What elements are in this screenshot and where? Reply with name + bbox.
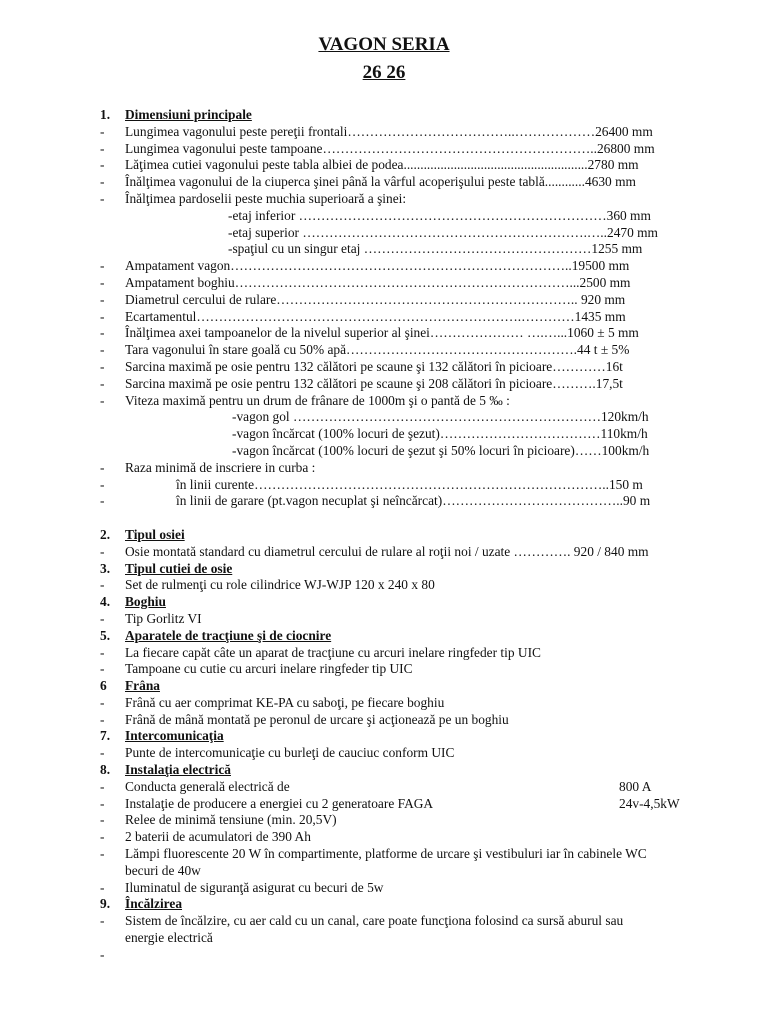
section-heading: 5. Aparatele de tracţiune şi de ciocnire [100,627,332,643]
spec-subline: -etaj superior ……………………………………………………….…..2470 mm [228,224,658,240]
spacer [0,510,768,527]
spec-line: - Conducta generală electrică de 800 A [100,778,652,794]
spec-line: - Ecartamentul……………………………………………………………….…………1435 mm [100,308,626,324]
spec-line: - Sarcina maximă pe osie pentru 132 călători pe scaune şi 208 călători în picioare……….17,5t [100,375,623,391]
section-heading: 2. Tipul osiei [100,526,185,542]
section-heading: 1. Dimensiuni principale [100,107,252,122]
spec-line: - Punte de intercomunicaţie cu burleţi de cauciuc conform UIC [100,745,455,761]
spec-list [0,107,768,964]
spec-line-continued: energie electrică [125,930,213,946]
spec-line: - Tara vagonului în stare goală cu 50% apă…………………………………………….44 t ± 5% [100,342,630,358]
section-heading: 7. Intercomunicaţia [100,728,224,744]
spec-line: - La fiecare capăt câte un aparat de tracţiune cu arcuri inelare ringfeder tip UIC [100,644,541,660]
spec-line: - Osie montată standard cu diametrul cercului de rulare al roţii noi / uzate …………. 920 / 840 mm [100,543,649,559]
spec-line: - Instalaţie de producere a energiei cu 2 generatoare FAGA 24v-4,5kW [100,795,680,811]
spec-line: - Lungimea vagonului peste tampoane……………………………………………………..26800 mm [100,140,655,156]
spec-line: - 2 baterii de acumulatori de 390 Ah [100,829,311,845]
spec-line: - Relee de minimă tensiune (min. 20,5V) [100,812,337,828]
spec-line: - Sistem de încălzire, cu aer cald cu un canal, care poate funcţiona folosind ca sursă aburul sau [100,913,624,929]
spec-line: - în linii curente……………………………………………………………………..150 m [100,476,643,492]
spec-line: - Tip Gorlitz VI [100,610,202,626]
spec-subline: -etaj inferior ……………………………………………………………360 mm [228,207,651,223]
spec-line: - Tampoane cu cutie cu arcuri inelare ringfeder tip UIC [100,661,413,677]
spec-line: - Sarcina maximă pe osie pentru 132 călători pe scaune şi 132 călători în picioare…………16t [100,358,623,374]
document-title: VAGON SERIA [318,34,450,55]
spec-line-continued: becuri de 40w [125,862,201,878]
spec-value: 800 A [619,778,652,794]
spec-line: - Ampatament vagon…………………………………………………………………..19500 mm [100,258,630,274]
spec-value: 24v-4,5kW [619,795,680,811]
section-heading: 8. Instalaţia electrică [100,762,231,778]
spec-line: - Iluminatul de siguranţă asigurat cu becuri de 5w [100,879,384,895]
spec-line: - Frână cu aer comprimat KE-PA cu saboţi, pe fiecare boghiu [100,694,445,710]
spec-line: - Înălţimea vagonului de la ciuperca şinei până la vârful acoperişului peste tablă............4630 mm [100,174,636,190]
spec-line: - Înălţimea axei tampoanelor de la nivelul superior al şinei………………… ….…...1060 ± 5 mm [100,325,639,341]
section-heading: 3. Tipul cutiei de osie [100,560,233,576]
spec-subline: -vagon gol ……………………………………………………………120km/h [232,409,649,425]
spec-subline: -vagon încărcat (100% locuri de şezut şi 50% locuri în picioare)……100km/h [232,442,650,458]
spec-line: - Înălţimea pardoselii peste muchia superioară a şinei: [100,190,407,206]
spec-line: - Viteza maximă pentru un drum de frânare de 1000m şi o pantă de 5 ‰ : [100,392,510,408]
spec-line: - Ampatament boghiu…………………………………………………………………...2500 mm [100,274,631,290]
spec-line: - Frână de mână montată pe peronul de urcare şi acţionează pe un boghiu [100,711,509,727]
spec-line: - Lămpi fluorescente 20 W în compartimente, platforme de urcare şi vestibuluri iar în cabinele WC [100,846,647,862]
spec-line: - Lăţimea cutiei vagonului peste tabla albiei de podea.......................................................2780 mm [100,157,639,173]
section-heading: 4. Boghiu [100,594,166,610]
spec-line-empty: - [100,946,105,962]
section-heading: 6 Frâna [100,678,160,694]
section-heading: 9. Încălzirea [100,896,183,912]
spec-line: - Raza minimă de inscriere in curba : [100,459,316,475]
spec-subline: -spaţiul cu un singur etaj ……………………………………………1255 mm [228,241,643,257]
spec-line: - în linii de garare (pt.vagon necuplat şi neîncărcat)…………………………………..90 m [100,493,651,509]
spec-line: - Diametrul cercului de rulare………………………………………………………….. 920 mm [100,291,626,307]
document-series-number: 26 26 [362,62,406,83]
spec-line: - Set de rulmenţi cu role cilindrice WJ-WJP 120 x 240 x 80 [100,577,435,593]
spec-line: - Lungimea vagonului peste pereţii frontali………………………………..………………26400 mm [100,123,653,139]
spec-subline: -vagon încărcat (100% locuri de şezut)………………………………110km/h [232,426,648,442]
